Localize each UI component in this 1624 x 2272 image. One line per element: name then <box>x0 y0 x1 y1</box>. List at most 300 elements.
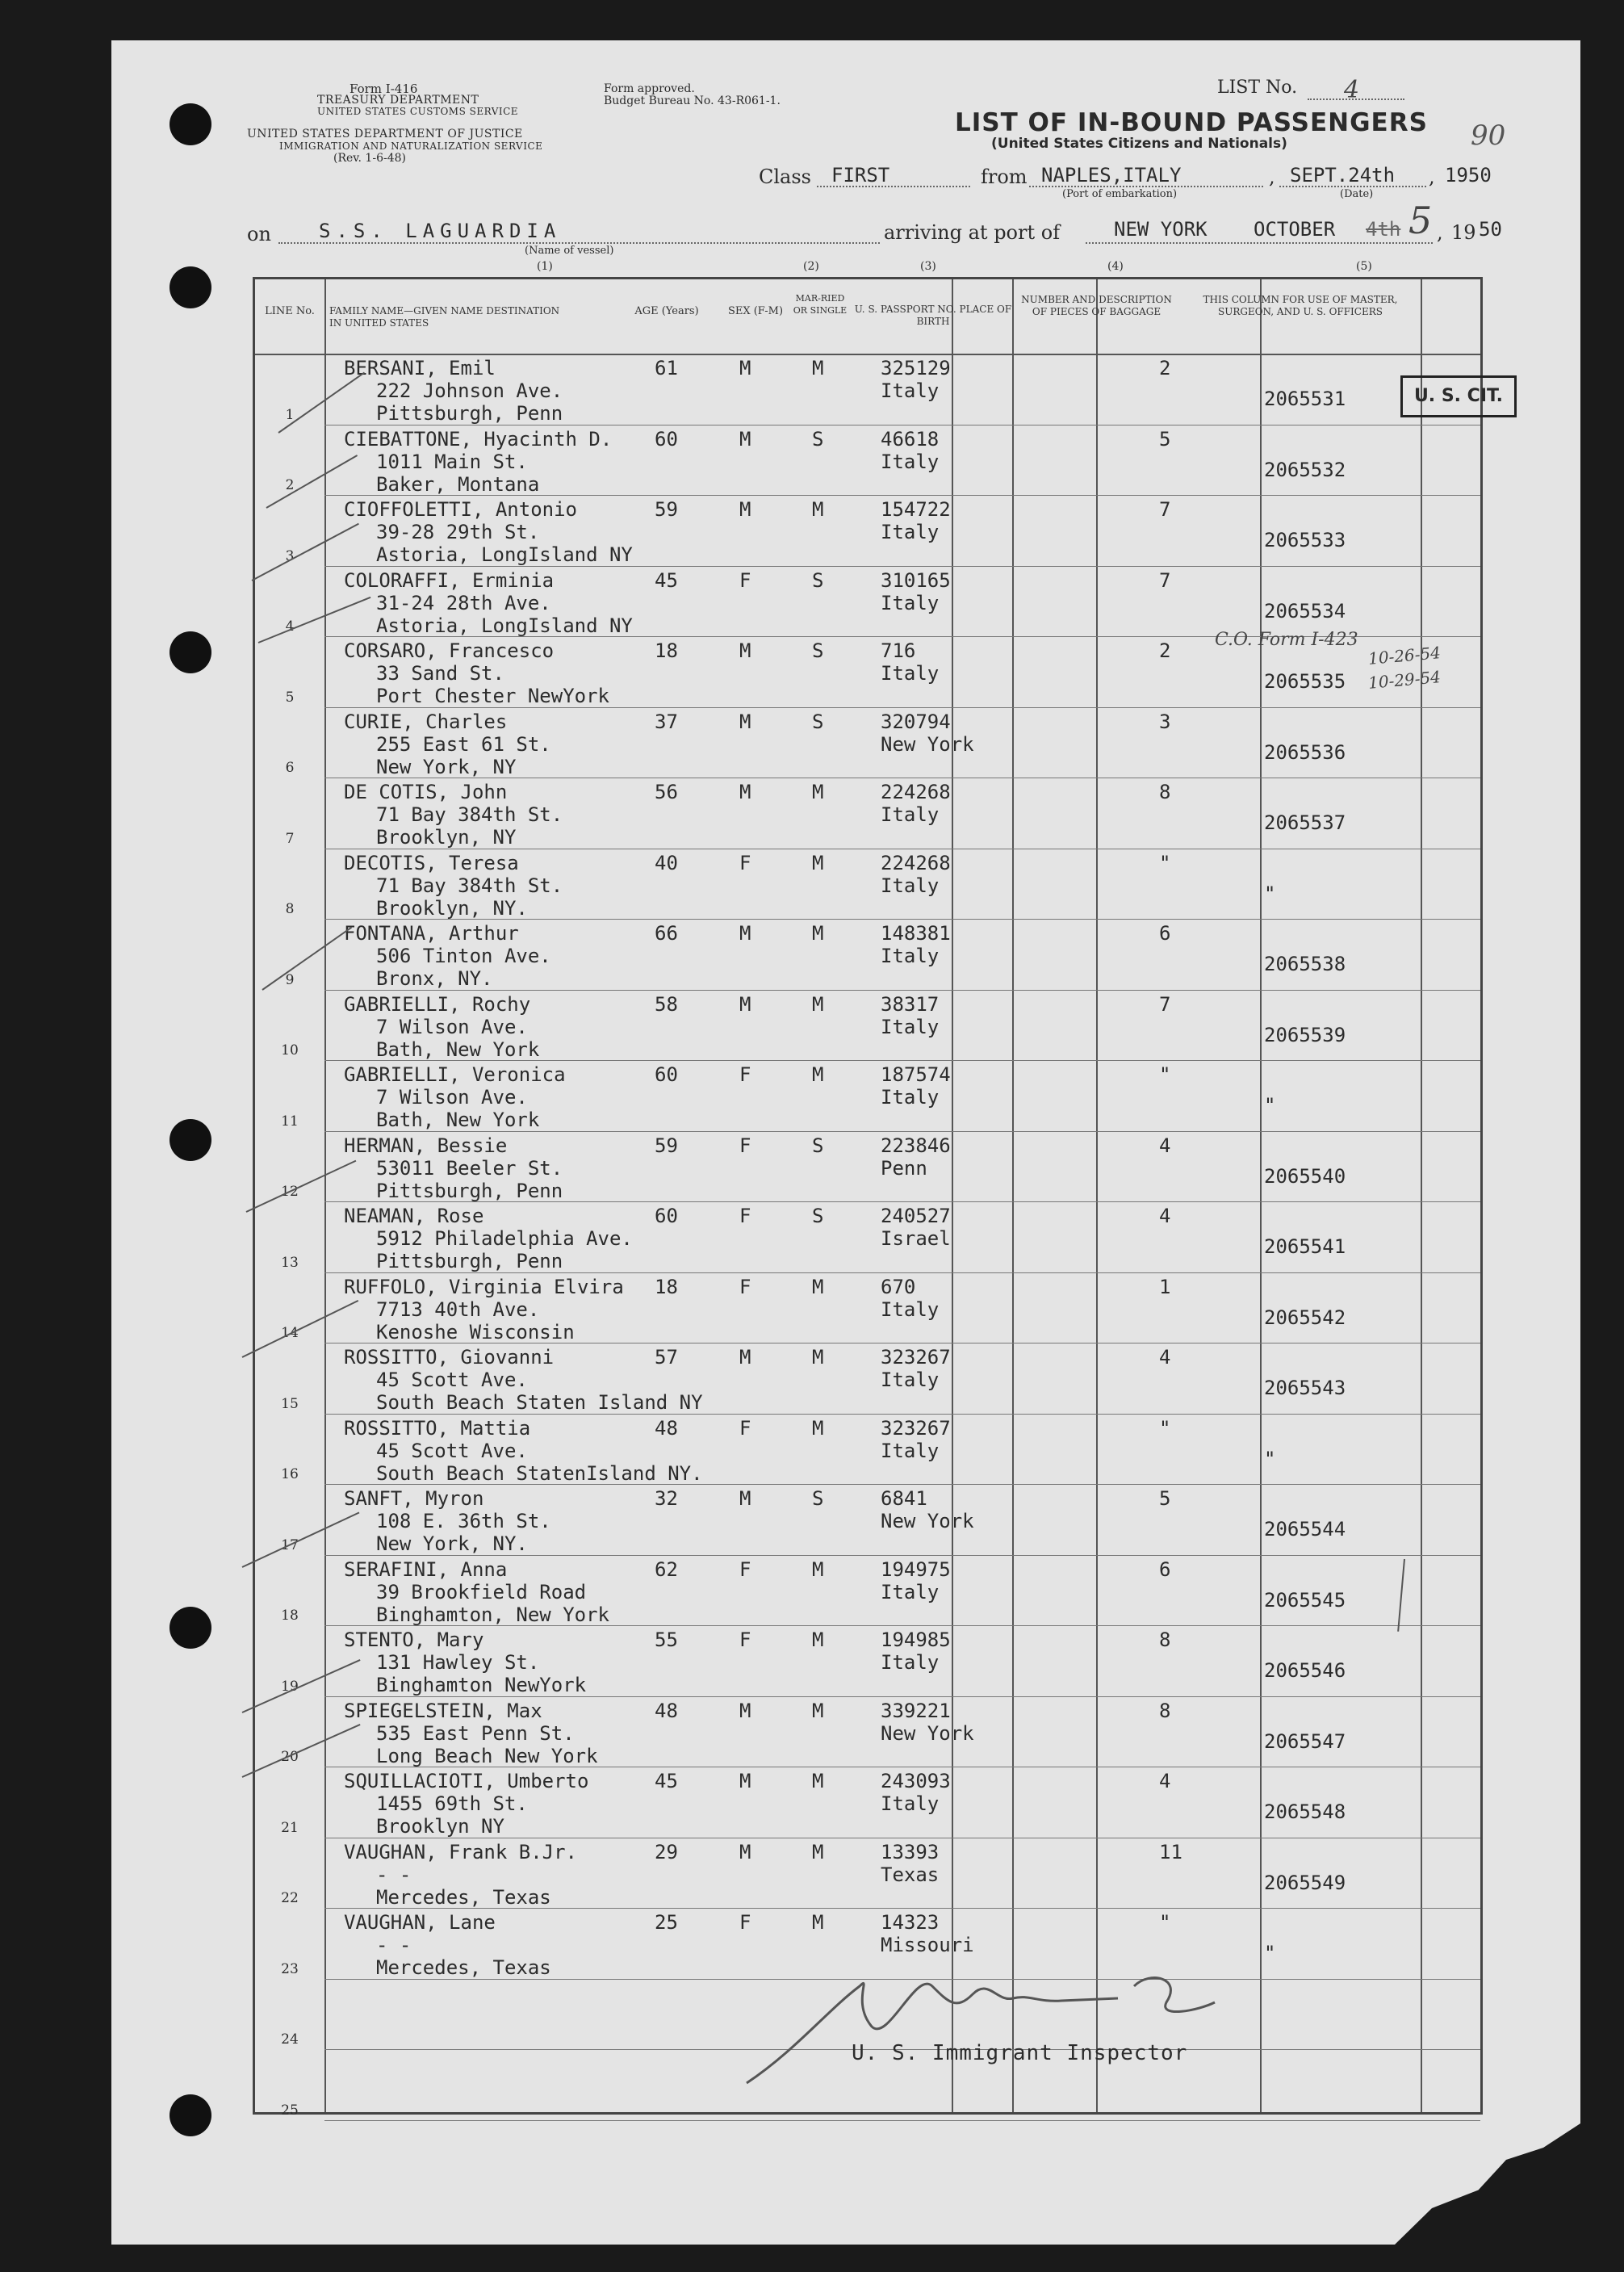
column-caption: (1) <box>537 260 553 273</box>
form-number: Form I-416 <box>349 82 418 96</box>
passenger-name: CIEBATTONE, Hyacinth D. <box>344 427 613 451</box>
class-label: Class <box>759 166 811 188</box>
us-citizen-stamp: U. S. CIT. <box>1400 375 1517 417</box>
row-divider <box>324 990 1480 991</box>
passenger-officer: " <box>1264 882 1276 905</box>
passenger-name: CURIE, Charles <box>344 710 508 733</box>
arrival-year-prefix: 19 <box>1451 221 1476 244</box>
punch-hole <box>170 1607 211 1649</box>
passenger-marital: M <box>812 922 824 945</box>
column-caption: (4) <box>1107 260 1124 273</box>
passenger-name: VAUGHAN, Lane <box>344 1911 496 1934</box>
passenger-addr1: 33 Sand St. <box>376 662 504 685</box>
passenger-baggage: 7 <box>1159 498 1171 521</box>
passenger-passport: 38317 <box>881 992 940 1016</box>
passenger-birth: Israel <box>881 1227 951 1250</box>
passenger-passport: 224268 <box>881 781 951 803</box>
passenger-passport: 320794 <box>881 710 951 733</box>
passenger-age: 60 <box>655 1205 678 1227</box>
passenger-addr2: Baker, Montana <box>376 472 540 496</box>
passenger-sex: F <box>739 851 751 874</box>
passenger-marital: M <box>812 1063 824 1086</box>
passenger-baggage: 8 <box>1159 1629 1171 1651</box>
passenger-sex: M <box>739 357 751 379</box>
passenger-age: 32 <box>655 1487 678 1510</box>
passenger-officer: 2065533 <box>1264 529 1346 551</box>
passenger-birth: Italy <box>881 1792 940 1815</box>
passenger-birth: Italy <box>881 945 940 967</box>
passenger-sex: M <box>739 781 751 803</box>
column-caption: (2) <box>803 260 819 273</box>
passenger-officer: 2065543 <box>1264 1377 1346 1399</box>
passenger-passport: 187574 <box>881 1063 951 1086</box>
passenger-name: GABRIELLI, Rochy <box>344 992 531 1016</box>
passenger-sex: M <box>739 639 751 662</box>
passenger-sex: M <box>739 1770 751 1792</box>
column-caption: (5) <box>1356 260 1372 273</box>
embarkation-port: NAPLES,ITALY <box>1041 164 1182 187</box>
customs-service: UNITED STATES CUSTOMS SERVICE <box>317 106 519 117</box>
on-label: on <box>247 223 271 245</box>
passenger-baggage: " <box>1159 1416 1171 1440</box>
line-number: 19 <box>281 1678 299 1695</box>
passenger-birth: Italy <box>881 450 940 473</box>
passenger-addr1: - - <box>376 1934 412 1956</box>
passenger-name: SERAFINI, Anna <box>344 1557 508 1581</box>
passenger-officer: 2065534 <box>1264 599 1346 622</box>
line-number: 23 <box>281 1960 299 1977</box>
passenger-birth: New York <box>881 732 974 756</box>
arrival-month: OCTOBER <box>1254 218 1336 241</box>
departure-date: SEPT.24th <box>1290 164 1396 187</box>
passenger-sex: M <box>739 1840 751 1863</box>
passenger-age: 59 <box>655 1134 678 1157</box>
passenger-marital: M <box>812 1840 824 1863</box>
line-number: 6 <box>285 760 295 776</box>
passenger-baggage: " <box>1159 1063 1171 1086</box>
passenger-marital: M <box>812 1557 824 1581</box>
passenger-passport: 240527 <box>881 1205 951 1227</box>
passenger-addr1: 506 Tinton Ave. <box>376 945 551 967</box>
line-number: 2 <box>285 477 295 493</box>
passenger-officer: " <box>1264 1094 1276 1117</box>
passenger-name: RUFFOLO, Virginia Elvira <box>344 1275 624 1298</box>
passenger-addr1: 108 E. 36th St. <box>376 1510 551 1532</box>
justice-dept: UNITED STATES DEPARTMENT OF JUSTICE <box>247 128 523 140</box>
passenger-name: SQUILLACIOTI, Umberto <box>344 1770 589 1792</box>
vessel-name: S.S. LAGUARDIA <box>319 220 562 242</box>
passenger-baggage: " <box>1159 851 1171 874</box>
passenger-marital: M <box>812 1275 824 1298</box>
passenger-addr2: Pittsburgh, Penn <box>376 1250 563 1272</box>
passenger-baggage: 4 <box>1159 1205 1171 1227</box>
passenger-name: DECOTIS, Teresa <box>344 851 519 874</box>
passenger-marital: M <box>812 1346 824 1369</box>
arrival-port: NEW YORK <box>1114 218 1208 241</box>
passenger-addr1: 45 Scott Ave. <box>376 1439 528 1462</box>
passenger-officer: 2065538 <box>1264 953 1346 975</box>
passenger-addr1: 7 Wilson Ave. <box>376 1086 528 1109</box>
passenger-officer: 2065535 <box>1264 670 1346 693</box>
line-number: 13 <box>281 1254 299 1271</box>
passenger-addr2: New York, NY. <box>376 1532 528 1555</box>
line-number: 21 <box>281 1819 299 1836</box>
passenger-age: 18 <box>655 639 678 662</box>
passenger-addr1: 31-24 28th Ave. <box>376 591 551 614</box>
passenger-age: 66 <box>655 922 678 945</box>
from-label: from <box>981 166 1028 188</box>
passenger-sex: F <box>739 1629 751 1651</box>
passenger-marital: S <box>812 1487 824 1510</box>
line-number: 7 <box>285 830 295 847</box>
passenger-birth: Italy <box>881 1297 940 1321</box>
passenger-passport: 243093 <box>881 1770 951 1792</box>
punch-hole <box>170 103 211 145</box>
passenger-baggage: 2 <box>1159 639 1171 662</box>
date-caption: (Date) <box>1340 188 1374 200</box>
passenger-marital: S <box>812 710 824 733</box>
passenger-name: VAUGHAN, Frank B.Jr. <box>344 1840 577 1863</box>
passenger-passport: 194975 <box>881 1557 951 1581</box>
passenger-addr2: Astoria, LongIsland NY <box>376 543 633 566</box>
line-number: 25 <box>281 2102 299 2119</box>
passenger-marital: M <box>812 1629 824 1651</box>
passenger-sex: F <box>739 1205 751 1227</box>
arrival-day-corrected: 5 <box>1408 199 1433 242</box>
header-married: MAR-RIED OR SINGLE <box>793 293 848 316</box>
passenger-addr2: Port Chester NewYork <box>376 685 609 707</box>
punch-hole <box>170 2094 211 2136</box>
arrival-year: 50 <box>1479 218 1502 241</box>
passenger-addr2: Bath, New York <box>376 1037 540 1061</box>
header-baggage: NUMBER AND DESCRIPTION OF PIECES OF BAGGAGE <box>1021 294 1172 317</box>
budget-bureau: Budget Bureau No. 43-R061-1. <box>604 94 781 107</box>
passenger-name: BERSANI, Emil <box>344 357 496 379</box>
passenger-sex: M <box>739 710 751 733</box>
passenger-baggage: 5 <box>1159 427 1171 451</box>
passenger-sex: M <box>739 992 751 1016</box>
header-passport: U. S. PASSPORT NO. PLACE OF BIRTH <box>854 304 1012 327</box>
passenger-birth: Texas <box>881 1863 940 1886</box>
passenger-marital: S <box>812 1205 824 1227</box>
passenger-officer: 2065531 <box>1264 388 1346 410</box>
punch-hole <box>170 631 211 673</box>
passenger-passport: 14323 <box>881 1911 940 1934</box>
passenger-birth: Italy <box>881 1651 940 1674</box>
passenger-addr2: Kenoshe Wisconsin <box>376 1320 575 1343</box>
treasury-dept: TREASURY DEPARTMENT <box>317 94 479 107</box>
passenger-age: 45 <box>655 568 678 592</box>
passenger-passport: 325129 <box>881 357 951 379</box>
passenger-baggage: 2 <box>1159 357 1171 379</box>
passenger-addr1: 39 Brookfield Road <box>376 1580 587 1603</box>
header-sex: SEX (F-M) <box>727 305 784 317</box>
passenger-birth: Italy <box>881 1369 940 1391</box>
passenger-name: ROSSITTO, Mattia <box>344 1416 531 1440</box>
line-number: 9 <box>285 971 295 988</box>
passenger-birth: Italy <box>881 591 940 614</box>
passenger-passport: 310165 <box>881 568 951 592</box>
passenger-officer: 2065542 <box>1264 1306 1346 1329</box>
vessel-caption: (Name of vessel) <box>525 245 614 257</box>
passenger-name: COLORAFFI, Erminia <box>344 568 555 592</box>
form-approved: Form approved. <box>604 82 695 95</box>
line-number: 20 <box>281 1749 299 1765</box>
passenger-age: 56 <box>655 781 678 803</box>
passenger-addr2: Mercedes, Texas <box>376 1885 551 1909</box>
passenger-baggage: " <box>1159 1911 1171 1934</box>
passenger-name: NEAMAN, Rose <box>344 1205 484 1227</box>
passenger-baggage: 7 <box>1159 568 1171 592</box>
passenger-passport: 154722 <box>881 498 951 521</box>
passenger-passport: 148381 <box>881 922 951 945</box>
line-number: 11 <box>281 1113 299 1130</box>
passenger-passport: 339221 <box>881 1699 951 1722</box>
line-number: 16 <box>281 1466 299 1482</box>
passenger-baggage: 7 <box>1159 992 1171 1016</box>
column-caption: (3) <box>920 260 936 273</box>
departure-year: 1950 <box>1445 164 1492 187</box>
passenger-officer: 2065532 <box>1264 458 1346 481</box>
passenger-marital: M <box>812 1770 824 1792</box>
passenger-addr1: 255 East 61 St. <box>376 732 551 756</box>
passenger-age: 60 <box>655 1063 678 1086</box>
passenger-birth: Italy <box>881 379 940 402</box>
ins-service: IMMIGRATION AND NATURALIZATION SERVICE <box>279 140 543 152</box>
passenger-birth: Italy <box>881 874 940 897</box>
passenger-officer: 2065541 <box>1264 1235 1346 1258</box>
passenger-addr1: 7 Wilson Ave. <box>376 1015 528 1038</box>
passenger-marital: S <box>812 427 824 451</box>
passenger-addr1: 5912 Philadelphia Ave. <box>376 1227 633 1250</box>
passenger-addr2: Long Beach New York <box>376 1744 598 1767</box>
passenger-addr2: Pittsburgh, Penn <box>376 1179 563 1202</box>
annotation-form: C.O. Form I-423 <box>1215 630 1358 650</box>
passenger-addr1: 45 Scott Ave. <box>376 1369 528 1391</box>
passenger-age: 37 <box>655 710 678 733</box>
document-subtitle: (United States Citizens and Nationals) <box>991 136 1287 152</box>
passenger-name: CORSARO, Francesco <box>344 639 555 662</box>
passenger-passport: 716 <box>881 639 916 662</box>
passenger-baggage: 4 <box>1159 1134 1171 1157</box>
document-title: LIST OF IN-BOUND PASSENGERS <box>955 108 1428 137</box>
passenger-addr1: 7713 40th Ave. <box>376 1297 540 1321</box>
passenger-baggage: 4 <box>1159 1346 1171 1369</box>
header-officers: THIS COLUMN FOR USE OF MASTER, SURGEON, AND U. S. OFFICERS <box>1203 294 1398 317</box>
list-number: 4 <box>1344 76 1360 104</box>
passenger-passport: 13393 <box>881 1840 940 1863</box>
passenger-addr1: 39-28 29th St. <box>376 521 540 543</box>
passenger-passport: 223846 <box>881 1134 951 1157</box>
inspector-signature <box>730 1954 1312 2091</box>
passenger-marital: M <box>812 357 824 379</box>
passenger-sex: M <box>739 922 751 945</box>
line-number: 24 <box>281 2031 299 2048</box>
passenger-birth: Italy <box>881 662 940 685</box>
passenger-age: 58 <box>655 992 678 1016</box>
passenger-name: ROSSITTO, Giovanni <box>344 1346 555 1369</box>
passenger-sex: F <box>739 1134 751 1157</box>
passenger-addr2: South Beach Staten Island NY <box>376 1391 703 1414</box>
line-number: 15 <box>281 1395 299 1412</box>
annotation-date-2: 10-29-54 <box>1367 667 1442 693</box>
passenger-name: GABRIELLI, Veronica <box>344 1063 566 1086</box>
line-number: 18 <box>281 1608 299 1624</box>
passenger-marital: M <box>812 1911 824 1934</box>
passenger-age: 60 <box>655 427 678 451</box>
passenger-baggage: 3 <box>1159 710 1171 733</box>
passenger-name: HERMAN, Bessie <box>344 1134 508 1157</box>
passenger-baggage: 6 <box>1159 1557 1171 1581</box>
passenger-officer: 2065539 <box>1264 1023 1346 1046</box>
passenger-age: 57 <box>655 1346 678 1369</box>
passenger-birth: New York <box>881 1510 974 1532</box>
line-number: 12 <box>281 1184 299 1200</box>
passenger-age: 55 <box>655 1629 678 1651</box>
passenger-addr1: 53011 Beeler St. <box>376 1156 563 1180</box>
passenger-age: 45 <box>655 1770 678 1792</box>
passenger-passport: 46618 <box>881 427 940 451</box>
passenger-addr2: Bath, New York <box>376 1109 540 1131</box>
passenger-addr2: South Beach StatenIsland NY. <box>376 1461 703 1485</box>
passenger-birth: Missouri <box>881 1934 974 1956</box>
passenger-birth: Italy <box>881 1580 940 1603</box>
passenger-addr2: Astoria, LongIsland NY <box>376 614 633 637</box>
passenger-addr2: Brooklyn, NY <box>376 826 517 849</box>
line-number: 17 <box>281 1536 299 1553</box>
passenger-marital: S <box>812 639 824 662</box>
passenger-addr2: New York, NY <box>376 755 517 778</box>
passenger-birth: Italy <box>881 803 940 826</box>
punch-hole <box>170 1119 211 1161</box>
passenger-passport: 323267 <box>881 1416 951 1440</box>
passenger-addr1: - - <box>376 1863 412 1886</box>
passenger-addr2: Brooklyn NY <box>376 1815 504 1838</box>
passenger-name: DE COTIS, John <box>344 781 508 803</box>
line-number: 4 <box>285 618 295 635</box>
passenger-marital: M <box>812 1416 824 1440</box>
passenger-age: 61 <box>655 357 678 379</box>
passenger-officer: 2065544 <box>1264 1518 1346 1541</box>
passenger-birth: Italy <box>881 1015 940 1038</box>
passenger-addr2: Bronx, NY. <box>376 967 493 990</box>
passenger-marital: S <box>812 568 824 592</box>
passenger-baggage: 4 <box>1159 1770 1171 1792</box>
passenger-name: SANFT, Myron <box>344 1487 484 1510</box>
passenger-age: 48 <box>655 1416 678 1440</box>
passenger-addr1: 1455 69th St. <box>376 1792 528 1815</box>
passenger-passport: 224268 <box>881 851 951 874</box>
passenger-addr1: 71 Bay 384th St. <box>376 803 563 826</box>
passenger-baggage: 6 <box>1159 922 1171 945</box>
passenger-passport: 194985 <box>881 1629 951 1651</box>
line-number: 5 <box>285 689 295 706</box>
passenger-age: 29 <box>655 1840 678 1863</box>
passenger-table <box>253 277 1483 2119</box>
annotation-date-1: 10-26-54 <box>1367 643 1442 669</box>
passenger-officer: 2065537 <box>1264 811 1346 834</box>
passenger-sex: M <box>739 1699 751 1722</box>
passenger-baggage: 11 <box>1159 1840 1182 1863</box>
header-age: AGE (Years) <box>634 305 699 317</box>
passenger-officer: 2065536 <box>1264 740 1346 764</box>
passenger-sex: F <box>739 1275 751 1298</box>
list-label: LIST No. <box>1217 78 1298 98</box>
passenger-sex: F <box>739 1557 751 1581</box>
passenger-officer: 2065545 <box>1264 1588 1346 1612</box>
passenger-officer: " <box>1264 1447 1276 1470</box>
header-name: FAMILY NAME—GIVEN NAME DESTINATION IN UNITED STATES <box>329 305 560 329</box>
passenger-age: 18 <box>655 1275 678 1298</box>
passenger-sex: F <box>739 1416 751 1440</box>
passenger-addr1: 222 Johnson Ave. <box>376 379 563 402</box>
passenger-marital: M <box>812 781 824 803</box>
line-number: 3 <box>285 547 295 564</box>
passenger-age: 40 <box>655 851 678 874</box>
header-line-no: LINE No. <box>265 305 315 317</box>
passenger-addr2: Binghamton NewYork <box>376 1674 587 1696</box>
passenger-addr2: Binghamton, New York <box>376 1603 609 1626</box>
passenger-baggage: 8 <box>1159 781 1171 803</box>
passenger-baggage: 5 <box>1159 1487 1171 1510</box>
passenger-addr1: 535 East Penn St. <box>376 1721 575 1745</box>
passenger-birth: Italy <box>881 1439 940 1462</box>
passenger-name: SPIEGELSTEIN, Max <box>344 1699 542 1722</box>
passenger-birth: New York <box>881 1721 974 1745</box>
passenger-marital: M <box>812 498 824 521</box>
passenger-baggage: 8 <box>1159 1699 1171 1722</box>
revision: (Rev. 1-6-48) <box>333 152 406 165</box>
row-divider <box>324 2120 1480 2121</box>
line-number: 8 <box>285 901 295 917</box>
passenger-addr1: 1011 Main St. <box>376 450 528 473</box>
passenger-birth: Penn <box>881 1156 927 1180</box>
passenger-passport: 6841 <box>881 1487 927 1510</box>
punch-hole <box>170 266 211 308</box>
passenger-passport: 670 <box>881 1275 916 1298</box>
line-number: 14 <box>281 1325 299 1341</box>
line-number: 1 <box>285 406 295 423</box>
passenger-sex: M <box>739 1346 751 1369</box>
passenger-age: 62 <box>655 1557 678 1581</box>
line-number: 22 <box>281 1890 299 1906</box>
passenger-age: 25 <box>655 1911 678 1934</box>
port-embarkation-caption: (Port of embarkation) <box>1062 188 1178 200</box>
passenger-marital: M <box>812 992 824 1016</box>
passenger-addr2: Mercedes, Texas <box>376 1956 551 1979</box>
passenger-officer: " <box>1264 1942 1276 1964</box>
passenger-birth: Italy <box>881 521 940 543</box>
passenger-name: STENTO, Mary <box>344 1629 484 1651</box>
passenger-marital: M <box>812 851 824 874</box>
passenger-addr2: Pittsburgh, Penn <box>376 402 563 425</box>
arriving-label: arriving at port of <box>884 221 1061 244</box>
passenger-sex: M <box>739 1487 751 1510</box>
passenger-sex: F <box>739 1063 751 1086</box>
inspector-label: U. S. Immigrant Inspector <box>852 2041 1188 2065</box>
passenger-addr2: Brooklyn, NY. <box>376 896 528 920</box>
line-number: 10 <box>281 1042 299 1058</box>
passenger-marital: S <box>812 1134 824 1157</box>
passenger-officer: 2065547 <box>1264 1729 1346 1753</box>
passenger-passport: 323267 <box>881 1346 951 1369</box>
passenger-sex: M <box>739 498 751 521</box>
passenger-baggage: 1 <box>1159 1275 1171 1298</box>
class-value: FIRST <box>831 164 890 187</box>
arrival-day-struck: 4th <box>1366 218 1401 241</box>
passenger-name: CIOFFOLETTI, Antonio <box>344 498 577 521</box>
passenger-sex: F <box>739 1911 751 1934</box>
